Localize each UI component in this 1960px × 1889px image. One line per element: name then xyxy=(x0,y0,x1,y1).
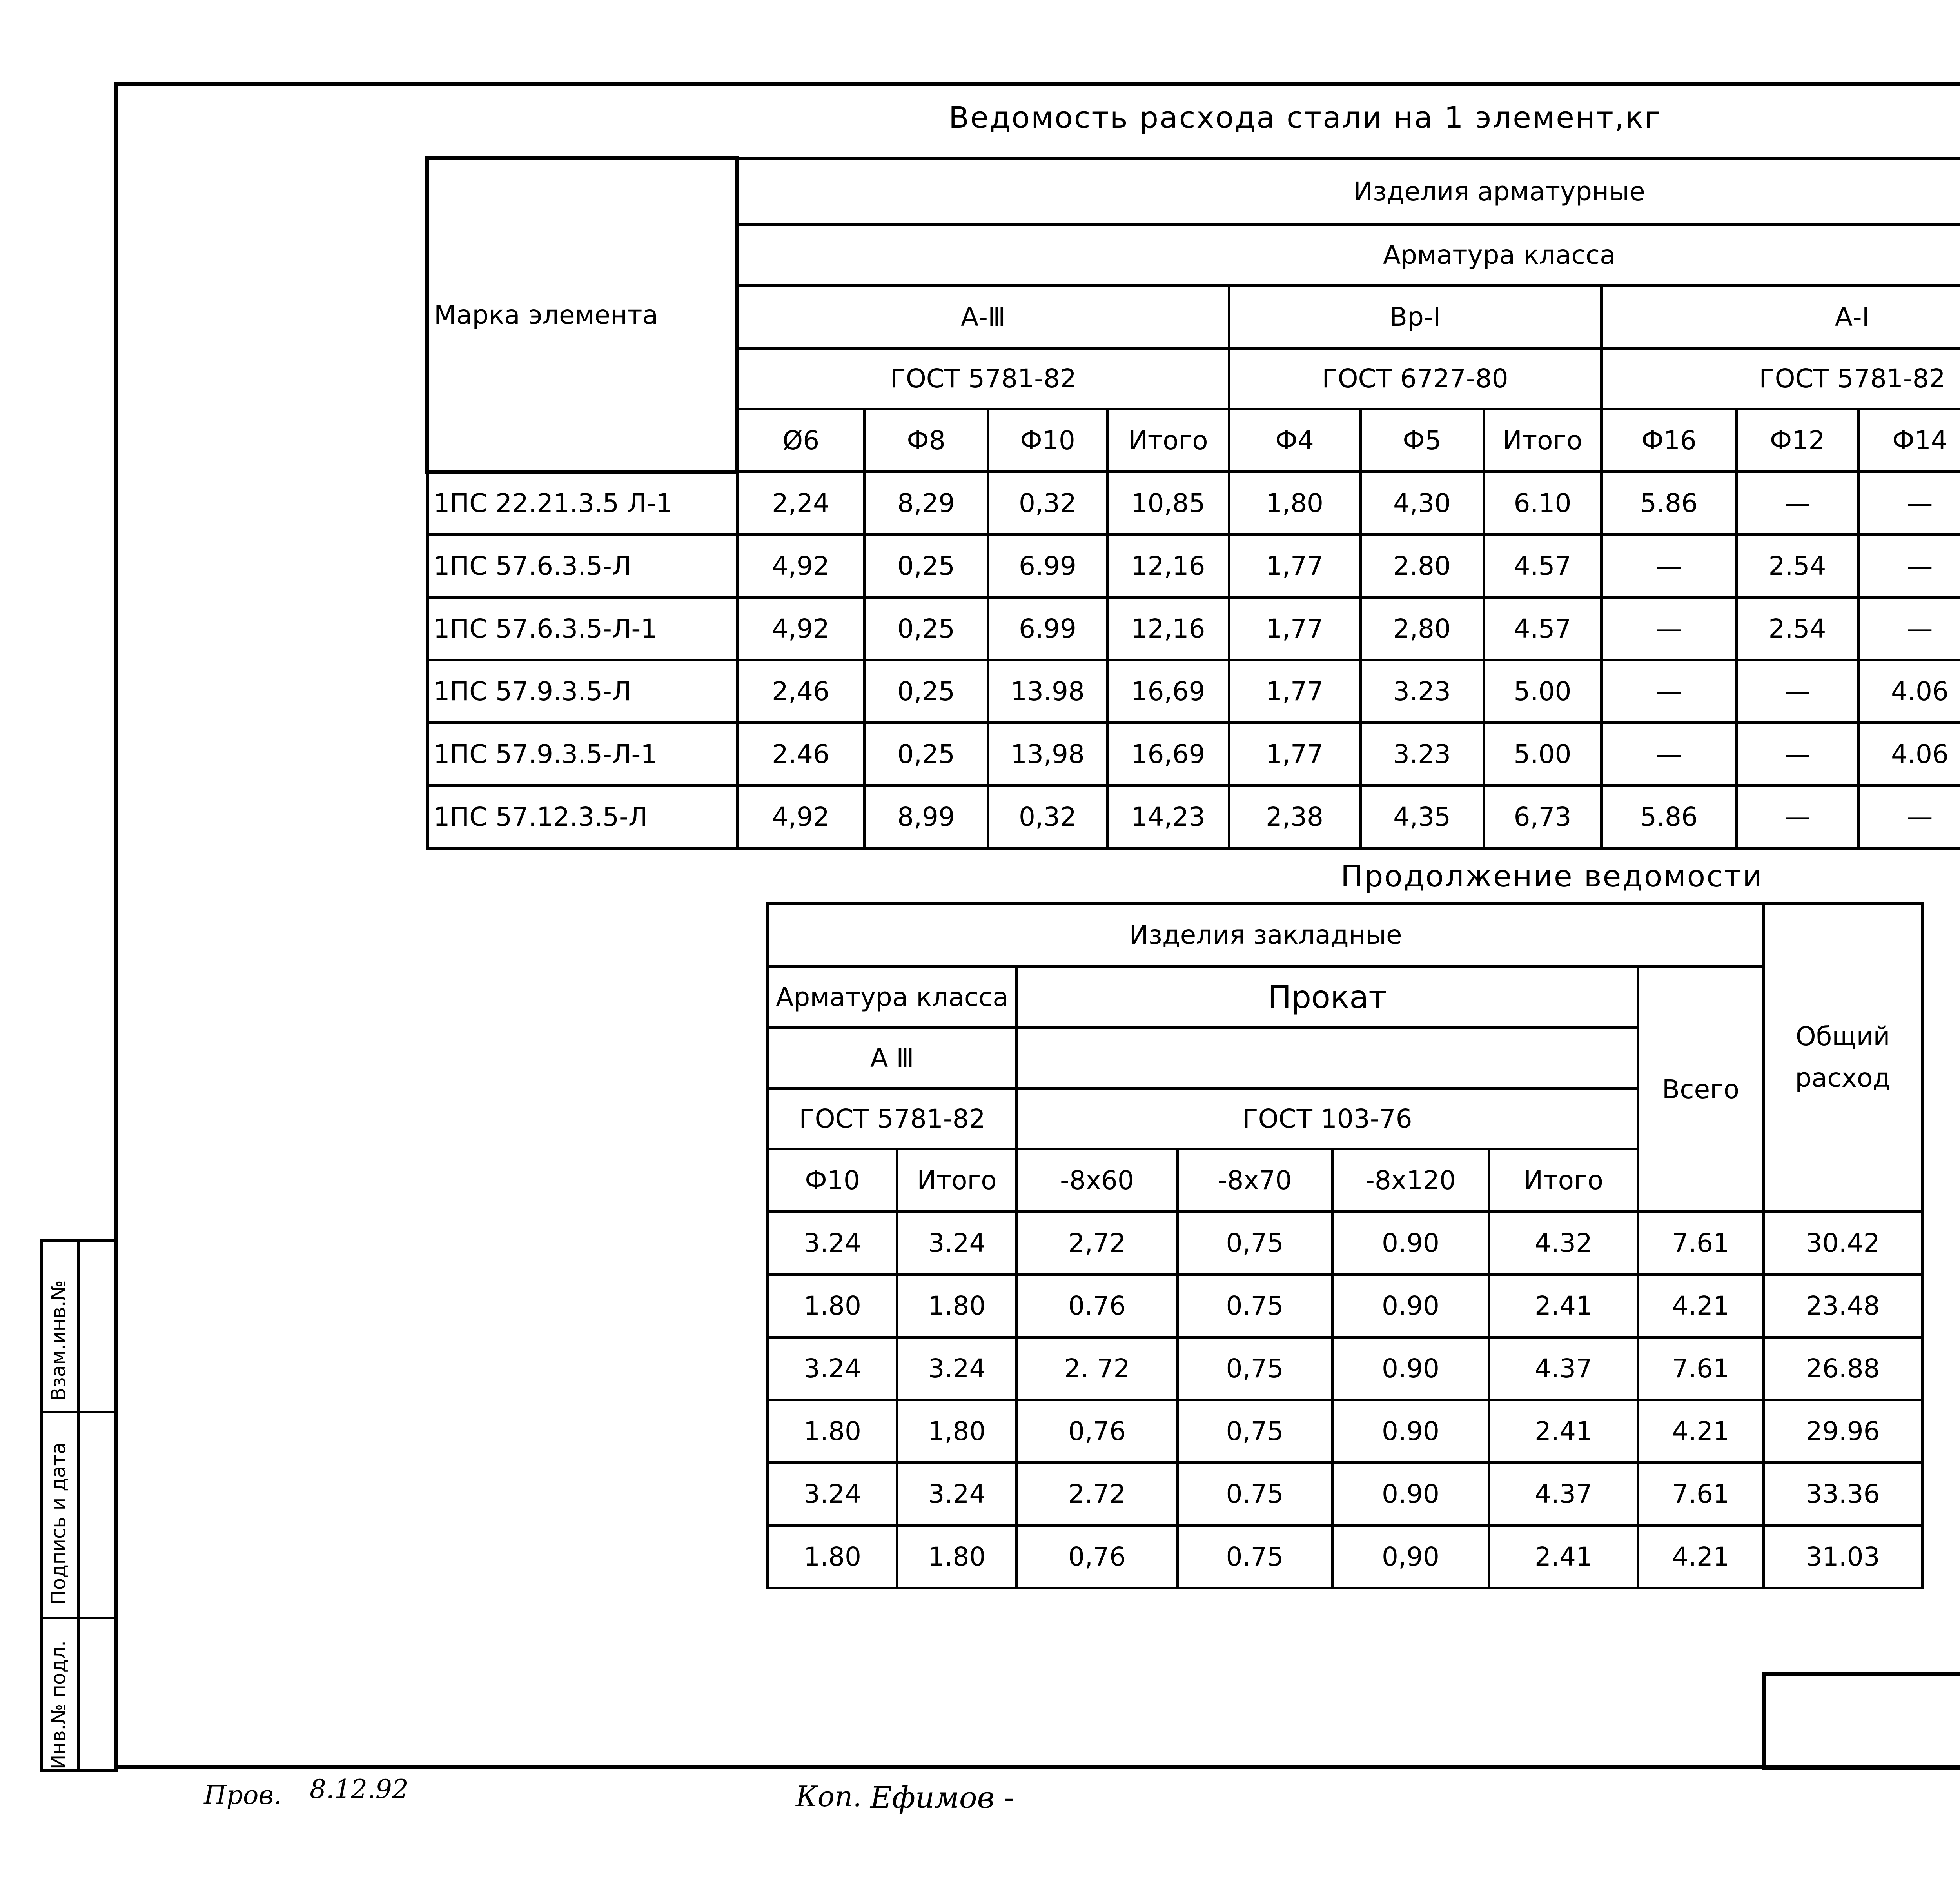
table-row xyxy=(768,1275,1922,1337)
side-label-inventory: Инв.№ подл. xyxy=(47,1640,70,1769)
side-label-signature: Подпись и дата xyxy=(47,1442,70,1605)
gost-a1: ГОСТ 5781-82 xyxy=(1601,348,1960,409)
cell: 1,77 xyxy=(1229,534,1360,597)
cell: — xyxy=(1601,597,1737,660)
cell: 0,25 xyxy=(864,534,988,597)
sub-d8: Ф8 xyxy=(864,409,988,472)
gost-a: ГОСТ 5781-82 xyxy=(768,1088,1017,1149)
cell: 33.36 xyxy=(1764,1463,1922,1526)
cell: 14,23 xyxy=(1107,785,1229,848)
cell: — xyxy=(1601,660,1737,723)
sub-8x120: -8х120 xyxy=(1332,1149,1489,1212)
cell: 5.86 xyxy=(1601,472,1737,534)
cell: — xyxy=(1858,785,1960,848)
cell: 4,30 xyxy=(1360,472,1484,534)
overall-header xyxy=(1764,903,1922,1212)
table-row xyxy=(768,1337,1922,1400)
cell: 4.21 xyxy=(1638,1275,1764,1337)
cell: 4,35 xyxy=(1360,785,1484,848)
cell: 0.90 xyxy=(1332,1400,1489,1463)
table-row xyxy=(427,597,1960,660)
total-header: Всего xyxy=(1638,967,1764,1212)
cell: 2.54 xyxy=(1737,534,1858,597)
cell: 0,76 xyxy=(1017,1526,1178,1588)
overall-header-line-1: Общий xyxy=(1795,1021,1890,1052)
cell: 2.41 xyxy=(1489,1275,1638,1337)
cell: 4,92 xyxy=(737,785,864,848)
cell: 29.96 xyxy=(1764,1400,1922,1463)
cell: 4.21 xyxy=(1638,1400,1764,1463)
sub-8x60: -8х60 xyxy=(1017,1149,1178,1212)
sub-d16: Ф16 xyxy=(1601,409,1737,472)
sub-d4: Ф4 xyxy=(1229,409,1360,472)
cell: 8,99 xyxy=(864,785,988,848)
side-label-replacement: Взам.инв.№ xyxy=(47,1280,70,1401)
row-mark: 1ПС 57.12.3.5-Л xyxy=(427,785,737,848)
cell: 3.24 xyxy=(897,1463,1017,1526)
cell: 4.06 xyxy=(1858,660,1960,723)
cell: 30.42 xyxy=(1764,1212,1922,1275)
row-mark: 1ПС 57.6.3.5-Л xyxy=(427,534,737,597)
class-header: Арматура класса xyxy=(768,967,1017,1028)
cell: 4.37 xyxy=(1489,1337,1638,1400)
cell: 0,32 xyxy=(988,472,1107,534)
table-row xyxy=(768,1463,1922,1526)
row-mark: 1ПС 57.9.3.5-Л-1 xyxy=(427,723,737,785)
cell: 31.03 xyxy=(1764,1526,1922,1588)
table-row xyxy=(427,472,1960,534)
cell: 6.99 xyxy=(988,534,1107,597)
copied-signature: Ефимов - xyxy=(870,1780,1014,1815)
gost-a3: ГОСТ 5781-82 xyxy=(737,348,1229,409)
sub-d10: Ф10 xyxy=(768,1149,897,1212)
cell: 10,85 xyxy=(1107,472,1229,534)
mark-header: Марка элемента xyxy=(427,158,737,472)
cell: 7.61 xyxy=(1638,1212,1764,1275)
sub-total-vr1: Итого xyxy=(1484,409,1601,472)
gost-vr1: ГОСТ 6727-80 xyxy=(1229,348,1601,409)
cell: 2. 72 xyxy=(1017,1337,1178,1400)
cell: 4.32 xyxy=(1489,1212,1638,1275)
cell: 2,38 xyxy=(1229,785,1360,848)
cell: 6.99 xyxy=(988,597,1107,660)
cell: 16,69 xyxy=(1107,660,1229,723)
page-title: Ведомость расхода стали на 1 элемент,кг xyxy=(949,100,1661,135)
cell: — xyxy=(1737,723,1858,785)
cell: 3.24 xyxy=(768,1337,897,1400)
row-mark: 1ПС 57.9.3.5-Л xyxy=(427,660,737,723)
cell: 1.80 xyxy=(897,1526,1017,1588)
side-divider xyxy=(43,1617,114,1619)
sub-d14: Ф14 xyxy=(1858,409,1960,472)
table-row xyxy=(768,1400,1922,1463)
sub-d5: Ф5 xyxy=(1360,409,1484,472)
cell: 0,76 xyxy=(1017,1400,1178,1463)
table-row xyxy=(427,534,1960,597)
cell: 1,77 xyxy=(1229,597,1360,660)
row-mark: 1ПС 57.6.3.5-Л-1 xyxy=(427,597,737,660)
cell: 5.86 xyxy=(1601,785,1737,848)
cell: 2,72 xyxy=(1017,1212,1178,1275)
sub-d6: Ø6 xyxy=(737,409,864,472)
embedded-items-table xyxy=(766,902,1924,1589)
title-stamp xyxy=(1762,1672,1960,1770)
cell: 0.75 xyxy=(1178,1463,1332,1526)
sub-total-b: Итого xyxy=(1489,1149,1638,1212)
copied-label: Коп. xyxy=(796,1780,862,1813)
cell: 4,92 xyxy=(737,534,864,597)
continuation-title: Продолжение ведомости xyxy=(1341,859,1763,894)
sub-d12: Ф12 xyxy=(1737,409,1858,472)
group-header: Изделия арматурные xyxy=(737,158,1960,225)
cell: 12,16 xyxy=(1107,597,1229,660)
cell: 4.37 xyxy=(1489,1463,1638,1526)
cell: — xyxy=(1737,472,1858,534)
class-a1: А-I xyxy=(1601,285,1960,348)
cell: 0.90 xyxy=(1332,1212,1489,1275)
cell: 23.48 xyxy=(1764,1275,1922,1337)
cell: 5.00 xyxy=(1484,723,1601,785)
cell: 7.61 xyxy=(1638,1463,1764,1526)
cell: — xyxy=(1601,723,1737,785)
cell: 0.75 xyxy=(1178,1275,1332,1337)
cell: 3.24 xyxy=(768,1212,897,1275)
cell: 0.76 xyxy=(1017,1275,1178,1337)
cell: 2.72 xyxy=(1017,1463,1178,1526)
cell: 4.57 xyxy=(1484,534,1601,597)
cell: 4.21 xyxy=(1638,1526,1764,1588)
cell: 2.41 xyxy=(1489,1400,1638,1463)
cell: 0,75 xyxy=(1178,1337,1332,1400)
cell: 12,16 xyxy=(1107,534,1229,597)
cell: 4,92 xyxy=(737,597,864,660)
cell: — xyxy=(1858,534,1960,597)
cell: 0,25 xyxy=(864,597,988,660)
cell: 4.06 xyxy=(1858,723,1960,785)
cell: 6,73 xyxy=(1484,785,1601,848)
table-row xyxy=(427,723,1960,785)
cell: 1,80 xyxy=(897,1400,1017,1463)
sub-8x70: -8х70 xyxy=(1178,1149,1332,1212)
table-row xyxy=(768,1212,1922,1275)
cell: 0,25 xyxy=(864,723,988,785)
cell: 1.80 xyxy=(768,1275,897,1337)
cell: — xyxy=(1737,660,1858,723)
cell: 3.23 xyxy=(1360,723,1484,785)
cell: 13.98 xyxy=(988,660,1107,723)
cell: 26.88 xyxy=(1764,1337,1922,1400)
class-a3: А-Ⅲ xyxy=(737,285,1229,348)
group-header: Изделия закладные xyxy=(768,903,1764,967)
cell: 3.24 xyxy=(897,1212,1017,1275)
cell: 0.90 xyxy=(1332,1463,1489,1526)
cell: 1,77 xyxy=(1229,660,1360,723)
cell: 0,32 xyxy=(988,785,1107,848)
cell: 4.57 xyxy=(1484,597,1601,660)
cell: 16,69 xyxy=(1107,723,1229,785)
cell: 1.80 xyxy=(897,1275,1017,1337)
cell: 2,80 xyxy=(1360,597,1484,660)
checked-label: Пров. xyxy=(204,1780,282,1810)
cell: 0.90 xyxy=(1332,1275,1489,1337)
steel-consumption-table xyxy=(425,156,1960,850)
table-row xyxy=(768,1526,1922,1588)
cell: 2,24 xyxy=(737,472,864,534)
table-row xyxy=(427,785,1960,848)
cell: 7.61 xyxy=(1638,1337,1764,1400)
gost-b: ГОСТ 103-76 xyxy=(1017,1088,1638,1149)
cell: 13,98 xyxy=(988,723,1107,785)
cell: — xyxy=(1737,785,1858,848)
cell: 1.80 xyxy=(768,1526,897,1588)
cell: 2.41 xyxy=(1489,1526,1638,1588)
cell: 3.24 xyxy=(897,1337,1017,1400)
overall-header-line-2: расход xyxy=(1795,1063,1891,1093)
side-divider xyxy=(77,1242,80,1769)
cell: 2.80 xyxy=(1360,534,1484,597)
cell: 3.23 xyxy=(1360,660,1484,723)
side-divider xyxy=(43,1411,114,1413)
cell: 0.90 xyxy=(1332,1337,1489,1400)
cell: 5.00 xyxy=(1484,660,1601,723)
cell: 1,80 xyxy=(1229,472,1360,534)
row-mark: 1ПС 22.21.3.5 Л-1 xyxy=(427,472,737,534)
cell: 2.46 xyxy=(737,723,864,785)
sub-total-a3: Итого xyxy=(1107,409,1229,472)
side-stamp xyxy=(40,1239,118,1772)
class-header: Арматура класса xyxy=(737,225,1960,285)
cell: 2.54 xyxy=(1737,597,1858,660)
cell: 0,75 xyxy=(1178,1212,1332,1275)
cell: 0,25 xyxy=(864,660,988,723)
cell: 6.10 xyxy=(1484,472,1601,534)
rolled-empty-cell xyxy=(1017,1028,1638,1088)
cell: 3.24 xyxy=(768,1463,897,1526)
class-vr1: Вр-I xyxy=(1229,285,1601,348)
rolled-header: Прокат xyxy=(1017,967,1638,1028)
sub-d10: Ф10 xyxy=(988,409,1107,472)
cell: 0,75 xyxy=(1178,1400,1332,1463)
class-name: А Ⅲ xyxy=(768,1028,1017,1088)
cell: — xyxy=(1601,534,1737,597)
cell: 0.75 xyxy=(1178,1526,1332,1588)
checked-date: 8.12.92 xyxy=(310,1774,408,1804)
sub-total-a: Итого xyxy=(897,1149,1017,1212)
cell: 1,77 xyxy=(1229,723,1360,785)
cell: 8,29 xyxy=(864,472,988,534)
table-row xyxy=(427,660,1960,723)
cell: 2,46 xyxy=(737,660,864,723)
cell: — xyxy=(1858,597,1960,660)
cell: — xyxy=(1858,472,1960,534)
cell: 1.80 xyxy=(768,1400,897,1463)
cell: 0,90 xyxy=(1332,1526,1489,1588)
